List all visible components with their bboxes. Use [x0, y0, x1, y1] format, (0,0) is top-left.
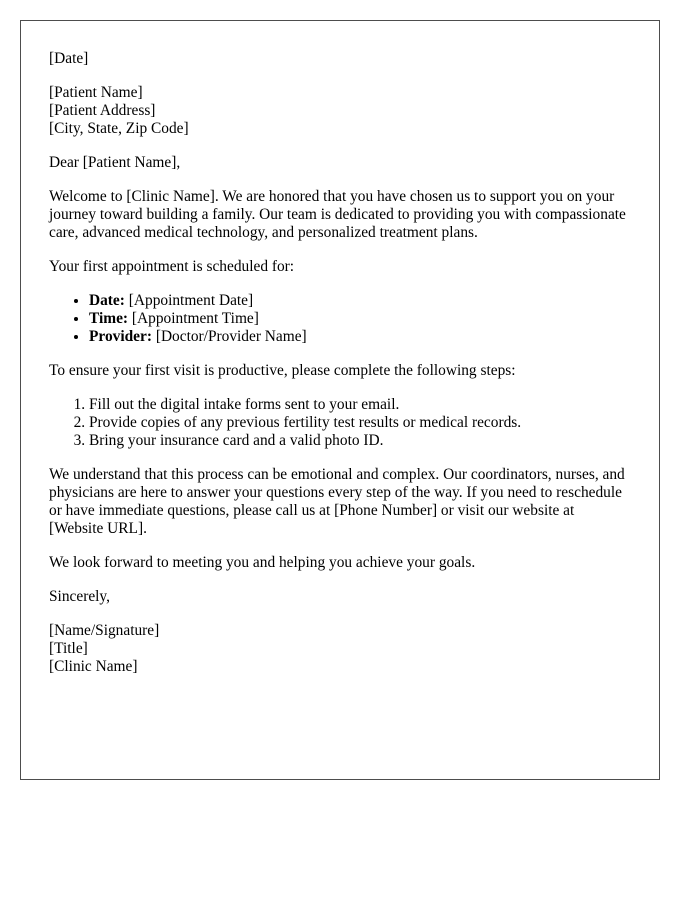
sign-off: Sincerely, [49, 588, 110, 605]
steps-intro: To ensure your first visit is productive, please complete the following steps: [49, 362, 516, 379]
appointment-date-item [89, 292, 631, 310]
appointment-details-list [49, 292, 631, 346]
appointment-provider-item [89, 328, 631, 346]
appointment-date-label: Date: [89, 292, 125, 309]
recipient-name: [Patient Name] [49, 84, 143, 101]
appointment-intro: Your first appointment is scheduled for: [49, 258, 295, 275]
step-item: 1. Fill out the digital intake forms sent to your email. [89, 396, 631, 414]
recipient-address-block [49, 84, 631, 138]
signature-name: [Name/Signature] [49, 622, 160, 639]
appointment-time-label: Time: [89, 310, 129, 327]
appointment-provider-label: Provider: [89, 328, 152, 345]
support-paragraph: We understand that this process can be emotional and complex. Our coordinators, nurses, and physicians are here to answer your questions every step of the way. If you need to reschedule or have immediate questions, please call us at [Phone Number] or visit our website at [Website URL]. [49, 466, 625, 537]
steps-list [49, 396, 631, 450]
step-item: 3. Bring your insurance card and a valid photo ID. [89, 432, 631, 450]
step-item: 2. Provide copies of any previous fertility test results or medical records. [89, 414, 631, 432]
letter-date [49, 50, 631, 68]
signature-clinic: [Clinic Name] [49, 658, 138, 675]
intro-paragraph: Welcome to [Clinic Name]. We are honored that you have chosen us to support you on your journey toward building a family. Our team is dedicated to providing you with compassionate care, advanced medical technology, and personalized treatment plans. [49, 188, 626, 241]
signature-block [49, 622, 631, 676]
appointment-time-item [89, 310, 631, 328]
closing-line: We look forward to meeting you and helping you achieve your goals. [49, 554, 476, 571]
recipient-city-state-zip: [City, State, Zip Code] [49, 120, 189, 137]
date-text: [Date] [49, 50, 89, 67]
letter-page [20, 20, 660, 780]
salutation: Dear [Patient Name], [49, 154, 181, 171]
signature-title: [Title] [49, 640, 88, 657]
appointment-date-value: [Appointment Date] [124, 292, 254, 309]
appointment-provider-value: [Doctor/Provider Name] [151, 328, 307, 345]
recipient-address: [Patient Address] [49, 102, 156, 119]
appointment-time-value: [Appointment Time] [128, 310, 259, 327]
